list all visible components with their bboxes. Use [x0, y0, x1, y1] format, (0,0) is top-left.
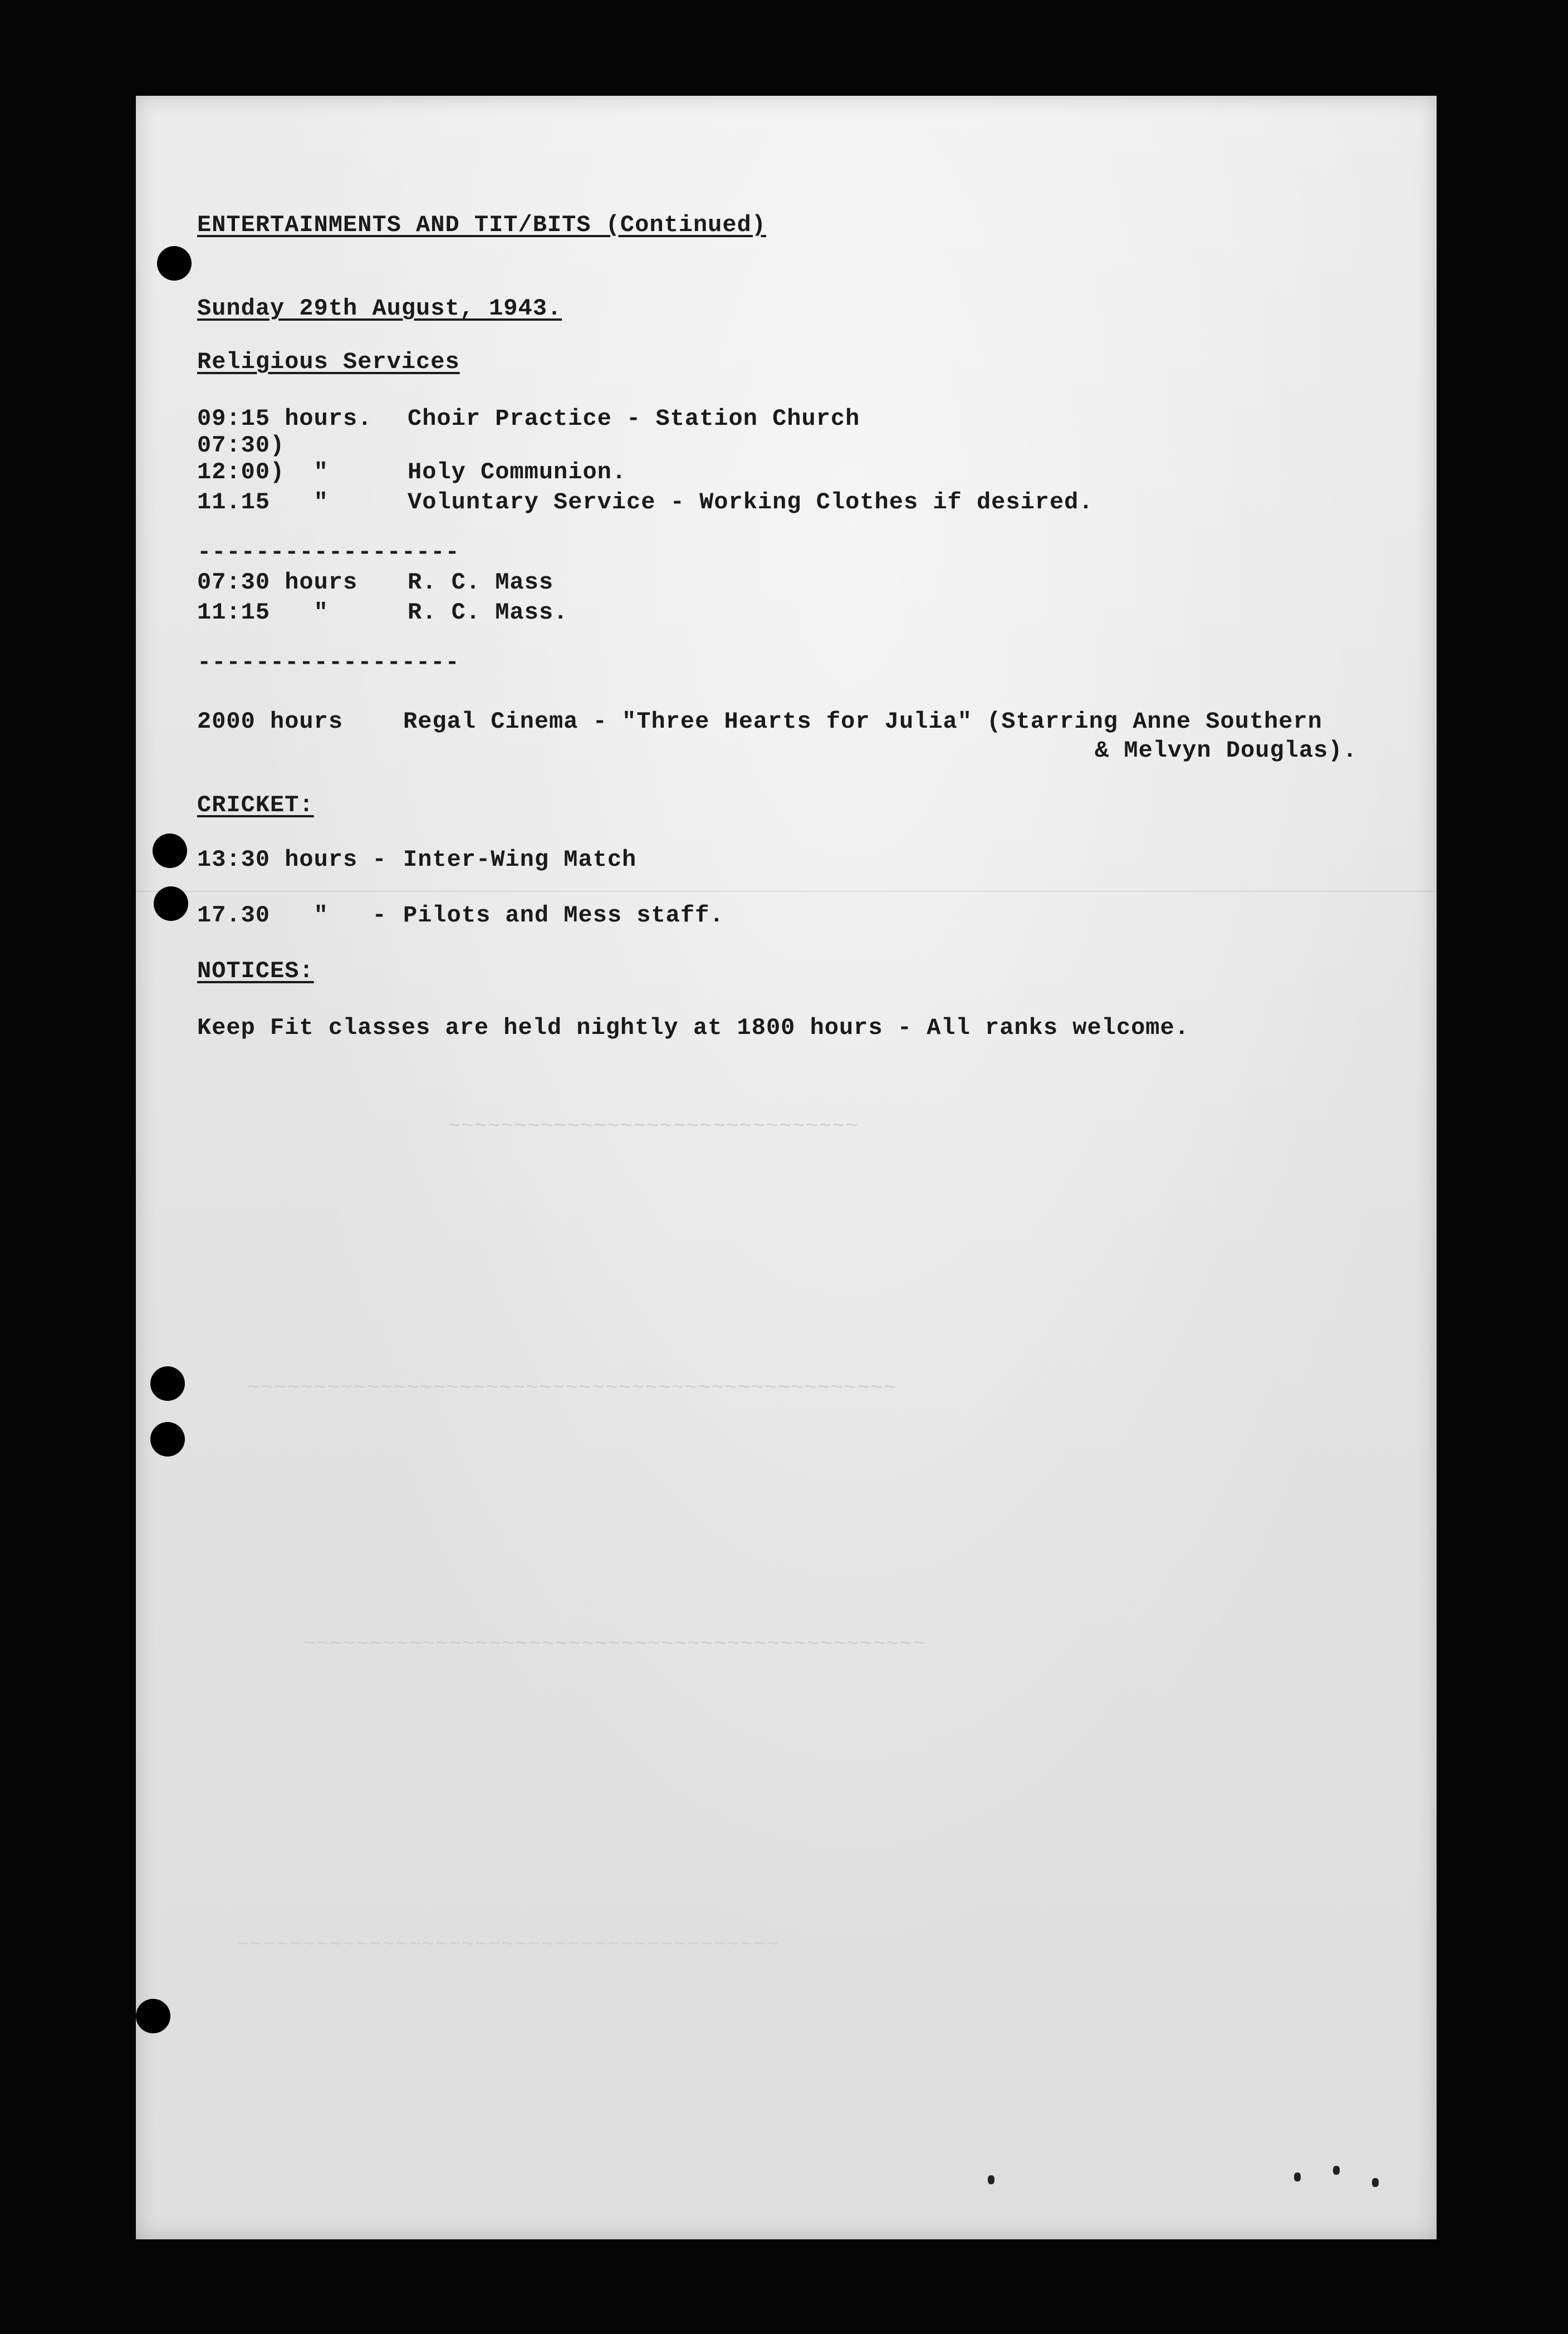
cricket-time: 13:30 hours -: [197, 846, 387, 873]
service-time: 07:30): [197, 432, 285, 459]
cricket-event: Inter-Wing Match: [403, 846, 637, 873]
paper-fold: [136, 891, 1437, 892]
punch-hole: [154, 886, 188, 921]
document-date: Sunday 29th August, 1943.: [197, 295, 562, 322]
speck: [988, 2175, 994, 2184]
cricket-time: 17.30 " -: [197, 902, 387, 929]
bleed-through-text: ~~~~~~~~~~~~~~~~~~~~~~~~~~~~~~~~~~~~~~~~~~~~~~~: [303, 1632, 926, 1656]
document-page: [136, 96, 1437, 2239]
service-time: 11.15 ": [197, 489, 329, 516]
cinema-time: 2000 hours: [197, 708, 344, 735]
punch-hole: [153, 833, 187, 868]
cinema-event: Regal Cinema - "Three Hearts for Julia" (Starring Anne Southern: [403, 708, 1322, 735]
punch-hole: [136, 1999, 170, 2033]
mass-event: R. C. Mass.: [408, 599, 569, 626]
cinema-event-continued: & Melvyn Douglas).: [1095, 737, 1358, 764]
separator: ------------------: [197, 649, 460, 676]
cricket-heading: CRICKET:: [197, 792, 314, 818]
mass-event: R. C. Mass: [408, 569, 554, 596]
notices-heading: NOTICES:: [197, 958, 314, 984]
bleed-through-text: ~~~~~~~~~~~~~~~~~~~~~~~~~~~~~~~: [448, 1115, 859, 1139]
service-event: Holy Communion.: [408, 459, 627, 486]
speck: [1294, 2173, 1301, 2181]
punch-hole: [157, 246, 192, 281]
bleed-through-text: ~~~~~~~~~~~~~~~~~~~~~~~~~~~~~~~~~~~~~~~~~~~~~~~~~: [247, 1376, 897, 1400]
punch-hole: [150, 1422, 185, 1457]
separator: ------------------: [197, 539, 460, 566]
bleed-through-text: ~~~~~~~~~~~~~~~~~~~~~~~~~~~~~~~~~~~~~~~~~: [236, 1933, 780, 1957]
service-event: Voluntary Service - Working Clothes if desired.: [408, 489, 1094, 516]
service-time: 12:00) ": [197, 459, 329, 486]
notice-text: Keep Fit classes are held nightly at 1800 hours - All ranks welcome.: [197, 1014, 1189, 1041]
mass-time: 07:30 hours: [197, 569, 358, 596]
document-heading: ENTERTAINMENTS AND TIT/BITS (Continued): [197, 212, 766, 238]
punch-hole: [150, 1366, 185, 1401]
speck: [1333, 2166, 1340, 2175]
speck: [1372, 2178, 1379, 2187]
cricket-event: Pilots and Mess staff.: [403, 902, 724, 929]
service-time: 09:15 hours.: [197, 405, 373, 432]
religious-services-heading: Religious Services: [197, 349, 460, 375]
service-event: Choir Practice - Station Church: [408, 405, 860, 432]
mass-time: 11:15 ": [197, 599, 329, 626]
